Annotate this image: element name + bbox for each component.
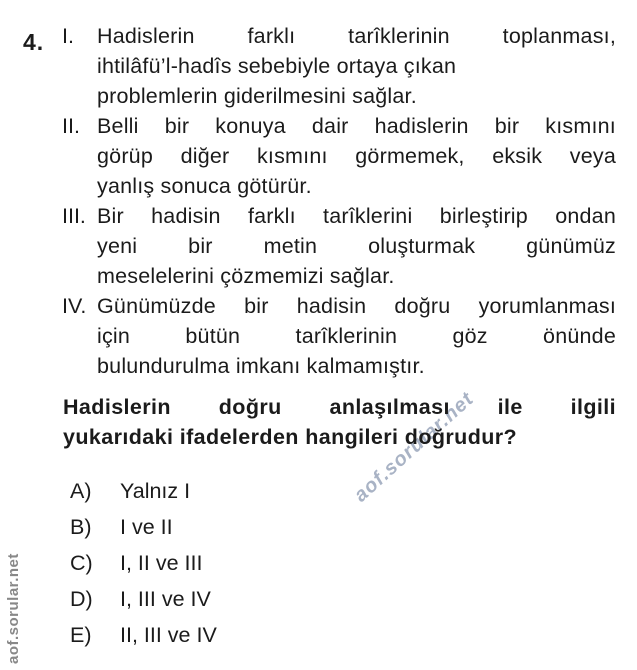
statement-item [62,111,616,201]
statement-line: Hadislerin farklı tarîklerinin toplanması, [97,24,616,48]
question-number: 4. [23,29,45,55]
statement-item [62,291,616,381]
statement-label: II. [62,114,80,138]
statement-label: IV. [62,294,87,318]
statement-line: yeni bir metin oluşturmak günümüz [97,234,616,258]
watermark-diagonal: aof.sorular.net [349,387,479,507]
option-row-c[interactable] [70,551,217,575]
option-letter: A) [70,479,92,503]
option-letter: B) [70,515,92,539]
option-text: I, III ve IV [120,587,211,611]
statement-line: meselelerini çözmemizi sağlar. [97,264,395,288]
statement-text [97,291,616,381]
statement-line: görüp diğer kısmını görmemek, eksik veya [97,144,616,168]
option-row-d[interactable] [70,587,217,611]
option-text: I ve II [120,515,173,539]
statement-text [97,111,616,201]
statement-item [62,21,616,111]
statement-line: Bir hadisin farklı tarîklerini birleştirip ondan [97,204,616,228]
option-letter: E) [70,623,92,647]
option-letter: C) [70,551,93,575]
option-row-a[interactable] [70,479,217,503]
statement-label: III. [62,204,86,228]
watermark-side: aof.sorular.net [5,553,22,664]
statement-list [62,21,616,381]
option-text: I, II ve III [120,551,203,575]
statement-line: yanlış sonuca götürür. [97,174,312,198]
option-text: II, III ve IV [120,623,217,647]
question-stem [63,392,616,452]
statement-text [97,201,616,291]
option-row-e[interactable] [70,623,217,647]
stem-line: yukarıdaki ifadelerden hangileri doğrudur? [63,425,518,449]
statement-line: Belli bir konuya dair hadislerin bir kısmını [97,114,616,138]
statement-text [97,21,616,111]
statement-line: bulundurulma imkanı kalmamıştır. [97,354,425,378]
stem-line: Hadislerin doğru anlaşılması ile ilgili [63,395,616,419]
statement-line: problemlerin giderilmesini sağlar. [97,84,417,108]
option-row-b[interactable] [70,515,217,539]
option-text: Yalnız I [120,479,191,503]
options-list [70,479,217,659]
statement-item [62,201,616,291]
statement-line: Günümüzde bir hadisin doğru yorumlanması [97,294,616,318]
statement-line: için bütün tarîklerinin göz önünde [97,324,616,348]
option-letter: D) [70,587,93,611]
statement-line: ihtilâfü’l-hadîs sebebiyle ortaya çıkan [97,54,457,78]
statement-label: I. [62,24,74,48]
